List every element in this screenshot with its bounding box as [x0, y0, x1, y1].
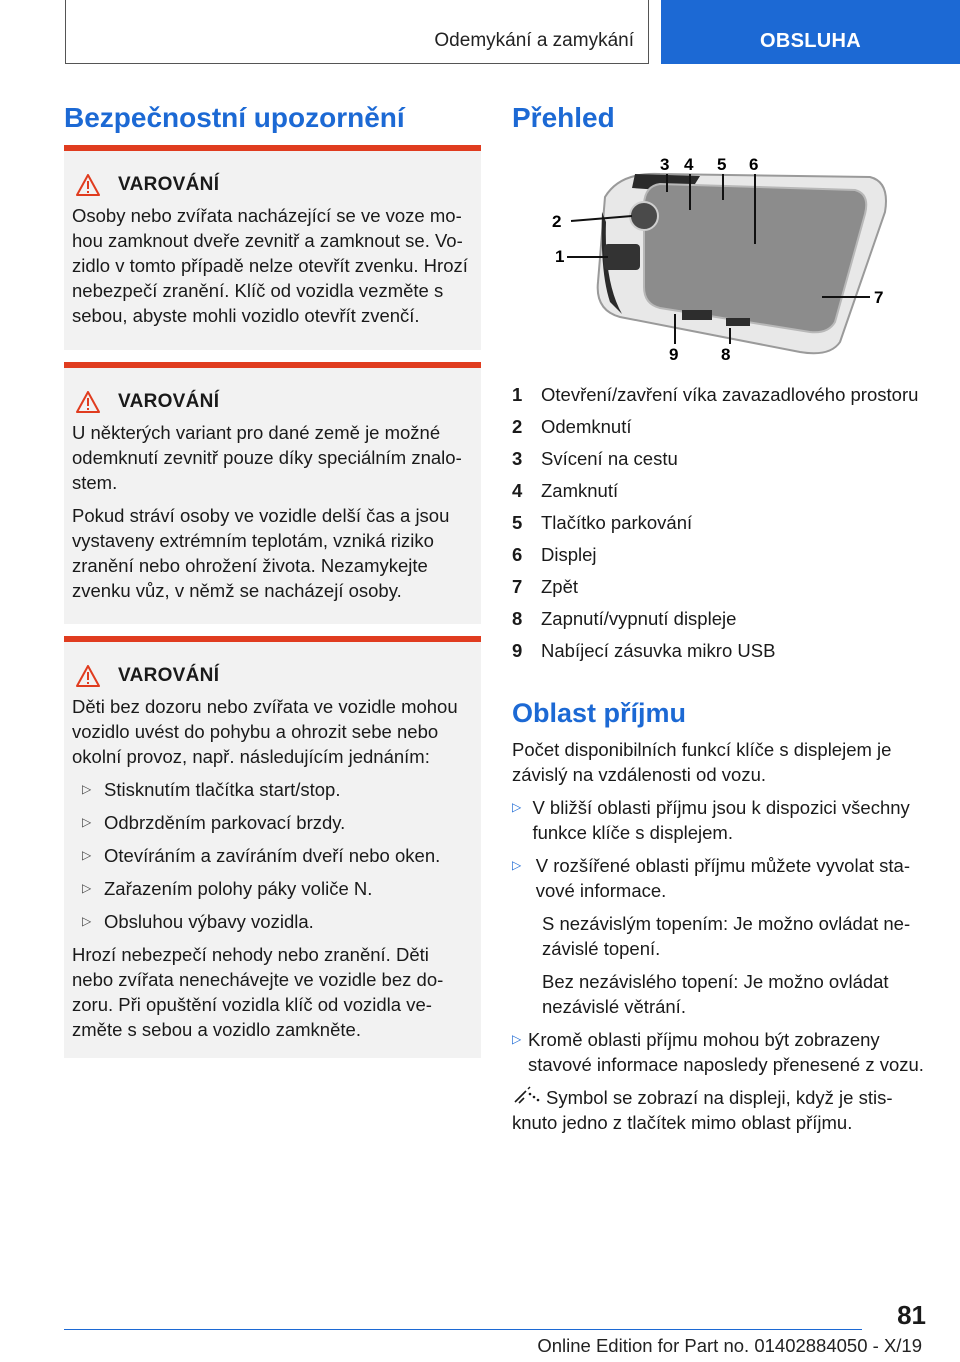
header-section-box — [65, 0, 649, 64]
figure-label-7: 7 — [874, 288, 884, 307]
header-section-title: Odemykání a zamykání — [434, 30, 634, 51]
warning-box-1 — [64, 145, 481, 350]
footer-edition: Online Edition for Part no. 01402884050 - X/19 — [537, 1335, 922, 1356]
figure-label-9: 9 — [669, 345, 679, 364]
legend-item — [512, 571, 930, 603]
list-item-text: V rozšířené oblasti příjmu můžete vyvolat stavové informace. — [535, 855, 910, 901]
bullet-triangle-icon: ▷ — [82, 914, 92, 928]
out-of-range-signal-icon — [512, 1086, 542, 1106]
safety-heading: Bezpečnostní upozornění — [64, 102, 405, 133]
legend-item — [512, 411, 930, 443]
legend-item — [512, 379, 930, 411]
warning-box-3 — [64, 636, 481, 1058]
legend-list — [512, 379, 930, 667]
warning-box-2 — [64, 362, 481, 624]
range-heading: Oblast příjmu — [512, 698, 687, 728]
legend-item — [512, 539, 930, 571]
legend-number: 7 — [512, 576, 523, 597]
list-item — [72, 843, 471, 868]
header-chapter-title: OBSLUHA — [760, 30, 861, 52]
legend-text: Displej — [541, 544, 597, 565]
page-number: 81 — [897, 1300, 926, 1330]
list-item — [512, 795, 930, 845]
figure-label-6: 6 — [749, 155, 759, 174]
warning-text: Pokud stráví osoby ve vozidle delší čas a jsou vystaveny extrémním teplotám, vzniká riziko zranění nebo ohrožení života. Nezamykejte zvenku vůz, v němž se nacházejí osoby. — [72, 505, 450, 601]
symbol-note — [512, 1085, 930, 1135]
sub-paragraph: S nezávislým topením: Je možno ovládat nezávislé topení. — [542, 913, 911, 959]
figure-label-8: 8 — [721, 345, 731, 364]
warning-text: Osoby nebo zvířata nacházející se ve voze mohou zamknout dveře zevnitř a zamknout se. Vozidlo v tomto případě nelze otevřít zvenku. Hrozí nebezpečí zranění. Klíč od vozidla vezměte s sebou, abyste mohli vozidlo otevřít zvenčí. — [72, 205, 468, 326]
warning-text: U některých variant pro dané země je možné odemknutí zevnitř pouze díky speciálním znalostem. — [72, 422, 462, 493]
bullet-triangle-icon: ▷ — [512, 858, 522, 872]
legend-item — [512, 475, 930, 507]
list-item — [72, 777, 471, 802]
list-item-text: Zařazením polohy páky voliče N. — [104, 878, 373, 899]
list-item-text: Obsluhou výbavy vozidla. — [104, 911, 314, 932]
footer-divider — [64, 1329, 862, 1330]
legend-text: Zpět — [541, 576, 579, 597]
legend-number: 8 — [512, 608, 523, 629]
legend-text: Tlačítko parkování — [541, 512, 693, 533]
list-item-text: V bližší oblasti příjmu jsou k dispozici všechny funkce klíče s displejem. — [532, 797, 910, 843]
legend-text: Svícení na cestu — [541, 448, 678, 469]
page-header — [0, 0, 960, 64]
legend-number: 2 — [512, 416, 523, 437]
warning-triangle-icon — [76, 174, 100, 196]
symbol-note-text: Symbol se zobrazí na displeji, když je stisknuto jedno z tlačítek mimo oblast příjmu. — [512, 1087, 893, 1133]
warning-triangle-icon — [76, 391, 100, 413]
bullet-triangle-icon: ▷ — [82, 815, 92, 829]
range-intro: Počet disponibilních funkcí klíče s displejem je závislý na vzdálenosti od vozu. — [512, 739, 892, 785]
list-item — [72, 876, 471, 901]
list-item-text: Odbrzděním parkovací brzdy. — [104, 812, 346, 833]
warning-title: VAROVÁNÍ — [118, 174, 220, 195]
list-item-text: Kromě oblasti příjmu mohou být zobrazeny stavové informace naposledy přenesené z vozu. — [528, 1029, 924, 1075]
list-item-text: Otevíráním a zavíráním dveří nebo oken. — [104, 845, 441, 866]
legend-item — [512, 443, 930, 475]
legend-text: Otevření/zavření víka zavazadlového prostoru — [541, 384, 919, 405]
legend-number: 5 — [512, 512, 523, 533]
warning-title: VAROVÁNÍ — [118, 665, 220, 686]
warning-triangle-icon — [76, 665, 100, 687]
overview-heading: Přehled — [512, 102, 615, 133]
bullet-triangle-icon: ▷ — [82, 848, 92, 862]
warning-text: Děti bez dozoru nebo zvířata ve vozidle mohou vozidlo uvést do pohybu a ohrozit sebe nebo okolní provoz, např. následujícím jednáním: — [72, 696, 458, 767]
bullet-triangle-icon: ▷ — [512, 800, 522, 814]
warning-text: Hrozí nebezpečí nehody nebo zranění. Děti nebo zvířata nenechávejte ve vozidle bez dozoru. Při opuštění vozidla klíč od vozidla vezměte s sebou a vozidlo zamkněte. — [72, 944, 444, 1040]
warning-title: VAROVÁNÍ — [118, 391, 220, 412]
sub-paragraph: Bez nezávislého topení: Je možno ovládat nezávislé větrání. — [542, 971, 889, 1017]
list-item — [72, 810, 471, 835]
figure-label-1: 1 — [555, 247, 565, 266]
legend-item — [512, 603, 930, 635]
figure-label-4: 4 — [684, 155, 694, 174]
legend-number: 3 — [512, 448, 523, 469]
legend-item — [512, 635, 930, 667]
header-chapter-tab — [661, 0, 960, 64]
display-key-illustration — [540, 152, 900, 367]
list-item-text: Stisknutím tlačítka start/stop. — [104, 779, 341, 800]
legend-number: 9 — [512, 640, 523, 661]
bullet-triangle-icon: ▷ — [82, 881, 92, 895]
list-item — [512, 1027, 930, 1077]
list-item — [512, 853, 930, 903]
list-item — [72, 909, 471, 934]
legend-text: Odemknutí — [541, 416, 632, 437]
figure-label-3: 3 — [660, 155, 670, 174]
range-section — [512, 737, 930, 1143]
bullet-triangle-icon: ▷ — [82, 782, 92, 796]
bullet-triangle-icon: ▷ — [512, 1032, 522, 1046]
legend-number: 1 — [512, 384, 523, 405]
legend-number: 6 — [512, 544, 523, 565]
figure-label-5: 5 — [717, 155, 727, 174]
legend-number: 4 — [512, 480, 523, 501]
legend-text: Zamknutí — [541, 480, 619, 501]
legend-item — [512, 507, 930, 539]
legend-text: Nabíjecí zásuvka mikro USB — [541, 640, 776, 661]
figure-label-2: 2 — [552, 212, 562, 231]
legend-text: Zapnutí/vypnutí displeje — [541, 608, 737, 629]
